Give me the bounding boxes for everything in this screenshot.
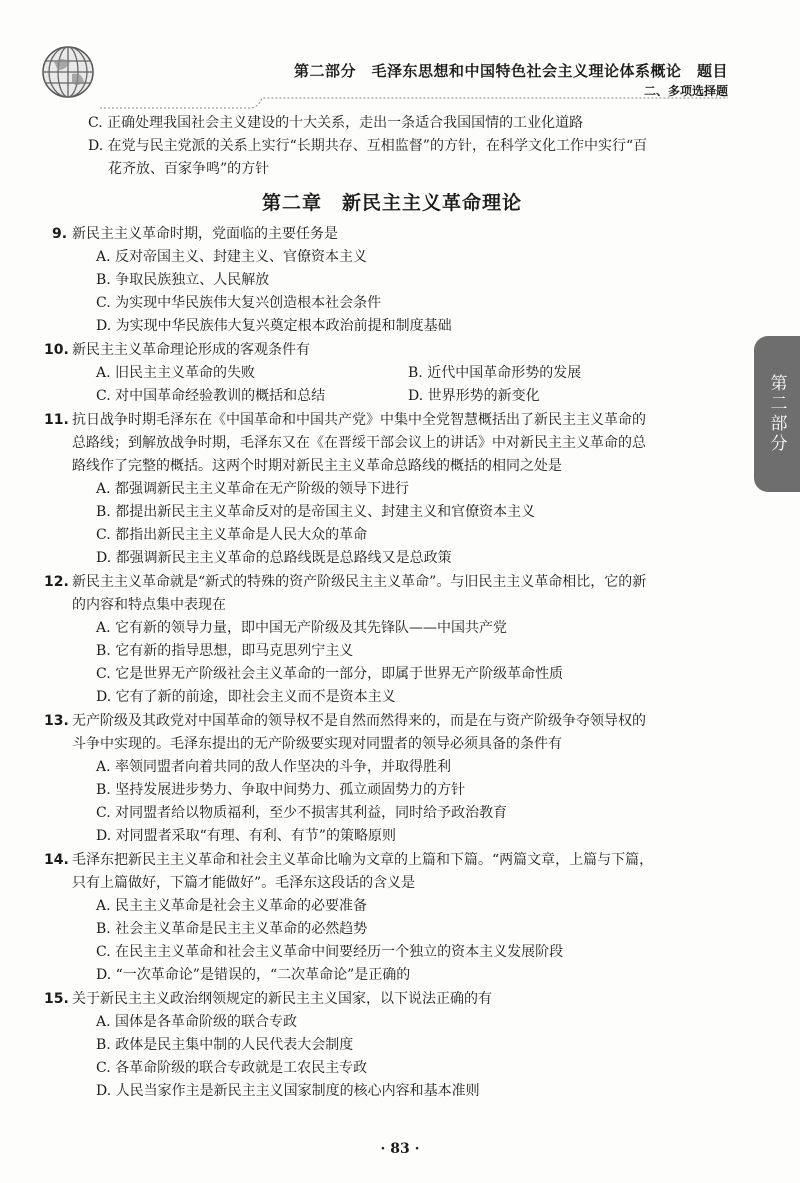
question-number: 14. [44, 852, 69, 868]
option-c: C. 对中国革命经验教训的概括和总结 [96, 388, 326, 404]
option-line: D. 在党与民主党派的关系上实行“长期共存、互相监督”的方针，在科学文化工作中实行“百 [88, 138, 648, 154]
option-a: A. 国体是各革命阶级的联合专政 [96, 1014, 298, 1030]
globe-icon [40, 44, 96, 100]
question-10 [44, 339, 732, 408]
option-a: A. 都强调新民主主义革命在无产阶级的领导下进行 [96, 481, 410, 497]
page-content [44, 112, 732, 1103]
page-header [0, 0, 800, 110]
option-b: B. 政体是民主集中制的人民代表大会制度 [96, 1037, 354, 1053]
option-b: B. 坚持发展进步势力、争取中间势力、孤立顽固势力的方针 [96, 782, 466, 798]
question-stem: 新民主主义革命就是“新式的特殊的资产阶级民主主义革命”。与旧民主主义革命相比，它的新 [72, 574, 647, 590]
option-d: D. 为实现中华民族伟大复兴奠定根本政治前提和制度基础 [96, 318, 452, 334]
option-d: D. 世界形势的新变化 [408, 388, 540, 404]
option-b: B. 近代中国革命形势的发展 [408, 365, 582, 381]
question-number: 12. [44, 574, 69, 590]
option-d: D. “一次革命论”是错误的，“二次革命论”是正确的 [96, 967, 411, 983]
option-line: 花齐放、百家争鸣”的方针 [108, 161, 270, 177]
question-number: 10. [44, 342, 69, 358]
question-number: 11. [44, 412, 69, 428]
option-c: C. 各革命阶级的联合专政就是工农民主专政 [96, 1060, 368, 1076]
question-stem: 只有上篇做好，下篇才能做好”。毛泽东这段话的含义是 [72, 875, 416, 891]
option-b: B. 都提出新民主主义革命反对的是帝国主义、封建主义和官僚资本主义 [96, 504, 536, 520]
question-13 [44, 710, 732, 848]
question-stem: 新民主主义革命理论形成的客观条件有 [72, 342, 310, 358]
option-line: C. 正确处理我国社会主义建设的十大关系，走出一条适合我国国情的工业化道路 [88, 115, 584, 131]
header-title: 第二部分 毛泽东思想和中国特色社会主义理论体系概论 题目 [293, 62, 728, 80]
question-number: 9. [52, 226, 68, 242]
side-tab-label: 第二部分 [766, 374, 787, 454]
option-c: C. 在民主主义革命和社会主义革命中间要经历一个独立的资本主义发展阶段 [96, 944, 564, 960]
question-stem: 新民主主义革命时期，党面临的主要任务是 [72, 226, 338, 242]
question-15 [44, 988, 732, 1103]
option-b: B. 它有新的指导思想，即马克思列宁主义 [96, 643, 354, 659]
option-c: C. 都指出新民主主义革命是人民大众的革命 [96, 527, 368, 543]
question-stem: 关于新民主主义政治纲领规定的新民主主义国家，以下说法正确的有 [72, 991, 492, 1007]
option-d: D. 它有了新的前途，即社会主义而不是资本主义 [96, 689, 396, 705]
question-stem: 抗日战争时期毛泽东在《中国革命和中国共产党》中集中全党智慧概括出了新民主主义革命的 [72, 412, 646, 428]
question-12 [44, 571, 732, 709]
option-b: B. 社会主义革命是民主主义革命的必然趋势 [96, 921, 368, 937]
question-9 [52, 223, 732, 338]
page-number: · 83 · [380, 1141, 420, 1157]
option-a: A. 民主主义革命是社会主义革命的必要准备 [96, 898, 368, 914]
section-side-tab [754, 336, 800, 492]
option-a: A. 它有新的领导力量，即中国无产阶级及其先锋队——中国共产党 [96, 620, 508, 636]
chapter-title: 第二章 新民主主义革命理论 [261, 192, 522, 214]
option-c: C. 它是世界无产阶级社会主义革命的一部分，即属于世界无产阶级革命性质 [96, 666, 564, 682]
question-number: 13. [44, 713, 69, 729]
option-d: D. 对同盟者采取“有理、有利、有节”的策略原则 [96, 828, 396, 844]
option-a: A. 率领同盟者向着共同的敌人作坚决的斗争，并取得胜利 [96, 759, 452, 775]
option-b: B. 争取民族独立、人民解放 [96, 272, 270, 288]
question-stem: 的内容和特点集中表现在 [72, 597, 226, 613]
question-stem: 斗争中实现的。毛泽东提出的无产阶级要实现对同盟者的领导必须具备的条件有 [72, 736, 562, 752]
question-stem: 路线作了完整的概括。这两个时期对新民主主义革命总路线的概括的相同之处是 [72, 458, 562, 474]
option-a: A. 反对帝国主义、封建主义、官僚资本主义 [96, 249, 368, 265]
option-a: A. 旧民主主义革命的失败 [96, 365, 256, 381]
header-divider [100, 96, 728, 110]
option-c: C. 对同盟者给以物质福利，至少不损害其利益，同时给予政治教育 [96, 805, 508, 821]
question-stem: 无产阶级及其政党对中国革命的领导权不是自然而然得来的，而是在与资产阶级争夺领导权的 [72, 713, 646, 729]
option-d: D. 人民当家作主是新民主主义国家制度的核心内容和基本准则 [96, 1083, 480, 1099]
question-14 [44, 849, 732, 987]
question-stem: 总路线；到解放战争时期，毛泽东又在《在晋绥干部会议上的讲话》中对新民主主义革命的总 [72, 435, 646, 451]
question-11 [44, 409, 732, 570]
question-stem: 毛泽东把新民主主义革命和社会主义革命比喻为文章的上篇和下篇。“两篇文章，上篇与下篇， [72, 852, 654, 868]
option-c: C. 为实现中华民族伟大复兴创造根本社会条件 [96, 295, 382, 311]
question-number: 15. [44, 991, 69, 1007]
option-d: D. 都强调新民主主义革命的总路线既是总路线又是总政策 [96, 550, 452, 566]
header-subtitle: 二、多项选择题 [643, 84, 728, 98]
